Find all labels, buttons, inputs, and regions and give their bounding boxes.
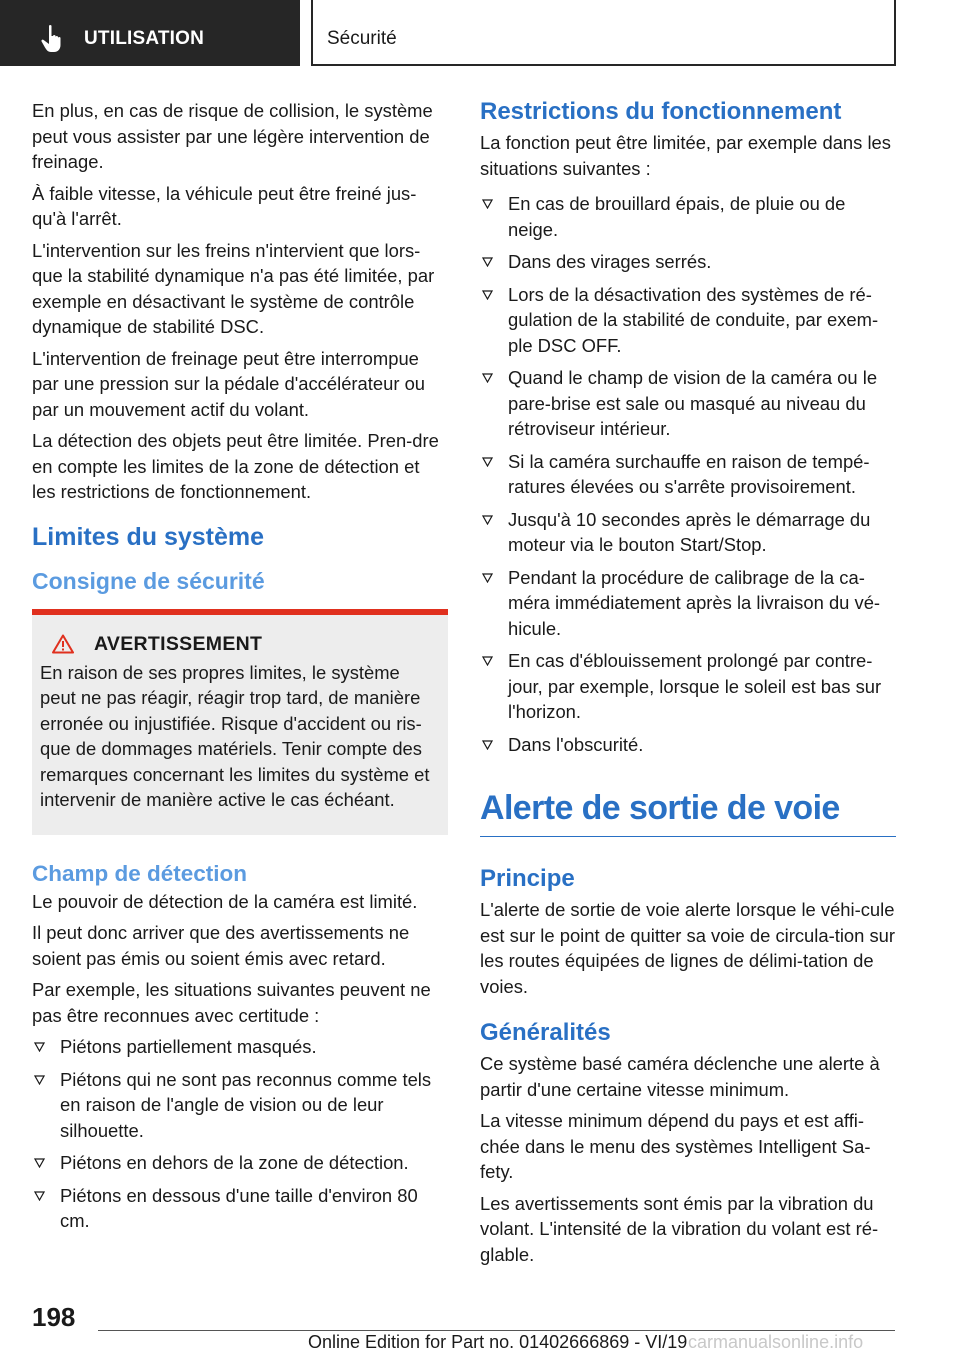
right-column [480, 98, 896, 1273]
warning-box [32, 609, 448, 835]
triangle-bullet-icon [482, 199, 493, 209]
safety-heading: Consigne de sécurité [32, 567, 265, 594]
page-footer [0, 1290, 960, 1362]
principle-paragraph: L'alerte de sortie de voie alerte lorsque le véhi-cule est sur le point de quitter sa voie de circula-tion sur les routes équipées de lignes de délimi-tation de voies. [480, 899, 896, 997]
triangle-bullet-icon [482, 457, 493, 467]
restrictions-intro: La fonction peut être limitée, par exemple dans les situations suivantes : [480, 132, 891, 179]
triangle-bullet-icon [482, 515, 493, 525]
restrictions-heading: Restrictions du fonctionnement [480, 98, 842, 125]
page-number: 198 [32, 1302, 76, 1332]
triangle-bullet-icon [482, 740, 493, 750]
detection-paragraph: Le pouvoir de détection de la caméra est limité. [32, 890, 418, 912]
section-tab [311, 0, 896, 66]
detection-heading: Champ de détection [32, 860, 248, 886]
left-column [32, 98, 448, 1241]
list-item: Piétons en dehors de la zone de détection. [32, 1150, 448, 1176]
list-item: Piétons qui ne sont pas reconnus comme tels en raison de l'angle de vision ou de leur silhouette. [32, 1067, 448, 1144]
triangle-bullet-icon [34, 1075, 45, 1085]
triangle-bullet-icon [482, 373, 493, 383]
triangle-bullet-icon [34, 1191, 45, 1201]
general-paragraph: Ce système basé caméra déclenche une alerte à partir d'une certaine vitesse minimum. [480, 1053, 880, 1100]
list-item: Piétons partiellement masqués. [32, 1034, 448, 1060]
intro-paragraph: À faible vitesse, la véhicule peut être freiné jus-qu'à l'arrêt. [32, 182, 417, 229]
intro-paragraph: L'intervention sur les freins n'intervient que lors-que la stabilité dynamique n'a pas été limitée, par exemple en désactivant le système de contrôle dynamique de stabilité DSC. [32, 239, 435, 337]
intro-paragraph: L'intervention de freinage peut être interrompue par une pression sur la pédale d'accélérateur ou par un mouvement actif du volant. [32, 347, 426, 420]
detection-paragraph: Il peut donc arriver que des avertissements ne soient pas émis ou soient émis avec retard. [32, 922, 410, 969]
list-item: Quand le champ de vision de la caméra ou le pare-brise est sale ou masqué au niveau du rétroviseur intérieur. [480, 365, 896, 442]
watermark-text: carmanualsonline.info [688, 1332, 864, 1352]
warning-header [40, 633, 440, 656]
edition-text: Online Edition for Part no. 01402666869 - VI/19 [308, 1332, 688, 1352]
warning-text: En raison de ses propres limites, le système peut ne pas réagir, réagir trop tard, de manière erronée ou injustifiée. Risque d'accident ou ris-que de dommages matériels. Tenir compte des remarques concernant les limites du système et intervenir de manière active le cas échéant. [40, 661, 430, 810]
limits-heading: Limites du système [32, 522, 265, 551]
footer-divider [98, 1330, 895, 1331]
list-item: Dans des virages serrés. [480, 249, 896, 275]
triangle-bullet-icon [482, 290, 493, 300]
warning-triangle-icon [52, 634, 74, 654]
intro-paragraph: En plus, en cas de risque de collision, le système peut vous assister par une légère intervention de freinage. [32, 100, 433, 172]
triangle-bullet-icon [482, 257, 493, 267]
triangle-bullet-icon [482, 573, 493, 583]
list-item: Si la caméra surchauffe en raison de tempé-ratures élevées ou s'arrête provisoirement. [480, 449, 896, 500]
principle-heading: Principe [480, 865, 575, 892]
detection-list [32, 1034, 448, 1234]
general-heading: Généralités [480, 1019, 611, 1046]
warning-title: AVERTISSEMENT [94, 632, 263, 655]
list-item: Pendant la procédure de calibrage de la ca-méra immédiatement après la livraison du vé-hicule. [480, 565, 896, 642]
triangle-bullet-icon [34, 1158, 45, 1168]
list-item: Dans l'obscurité. [480, 732, 896, 758]
chapter-title: UTILISATION [84, 28, 205, 49]
section-title: Sécurité [327, 28, 397, 49]
triangle-bullet-icon [482, 656, 493, 666]
list-item: En cas d'éblouissement prolongé par contre-jour, par exemple, lorsque le soleil est bas sur l'horizon. [480, 648, 896, 725]
page-header [0, 0, 960, 66]
list-item: Lors de la désactivation des systèmes de ré-gulation de la stabilité de conduite, par exem-ple DSC OFF. [480, 282, 896, 359]
list-item: En cas de brouillard épais, de pluie ou de neige. [480, 191, 896, 242]
hand-pointer-icon [40, 24, 66, 54]
restrictions-list [480, 191, 896, 757]
triangle-bullet-icon [34, 1042, 45, 1052]
lane-departure-heading: Alerte de sortie de voie [480, 789, 896, 837]
chapter-tab [0, 0, 300, 66]
list-item: Piétons en dessous d'une taille d'environ 80 cm. [32, 1183, 448, 1234]
list-item: Jusqu'à 10 secondes après le démarrage du moteur via le bouton Start/Stop. [480, 507, 896, 558]
detection-paragraph: Par exemple, les situations suivantes peuvent ne pas être reconnues avec certitude : [32, 979, 431, 1026]
general-paragraph: Les avertissements sont émis par la vibration du volant. L'intensité de la vibration du volant est ré-glable. [480, 1192, 879, 1265]
general-paragraph: La vitesse minimum dépend du pays et est affi-chée dans le menu des systèmes Intelligent Sa-fety. [480, 1110, 871, 1182]
intro-paragraph: La détection des objets peut être limitée. Pren-dre en compte les limites de la zone de détection et les restrictions de fonctionnement. [32, 430, 439, 502]
